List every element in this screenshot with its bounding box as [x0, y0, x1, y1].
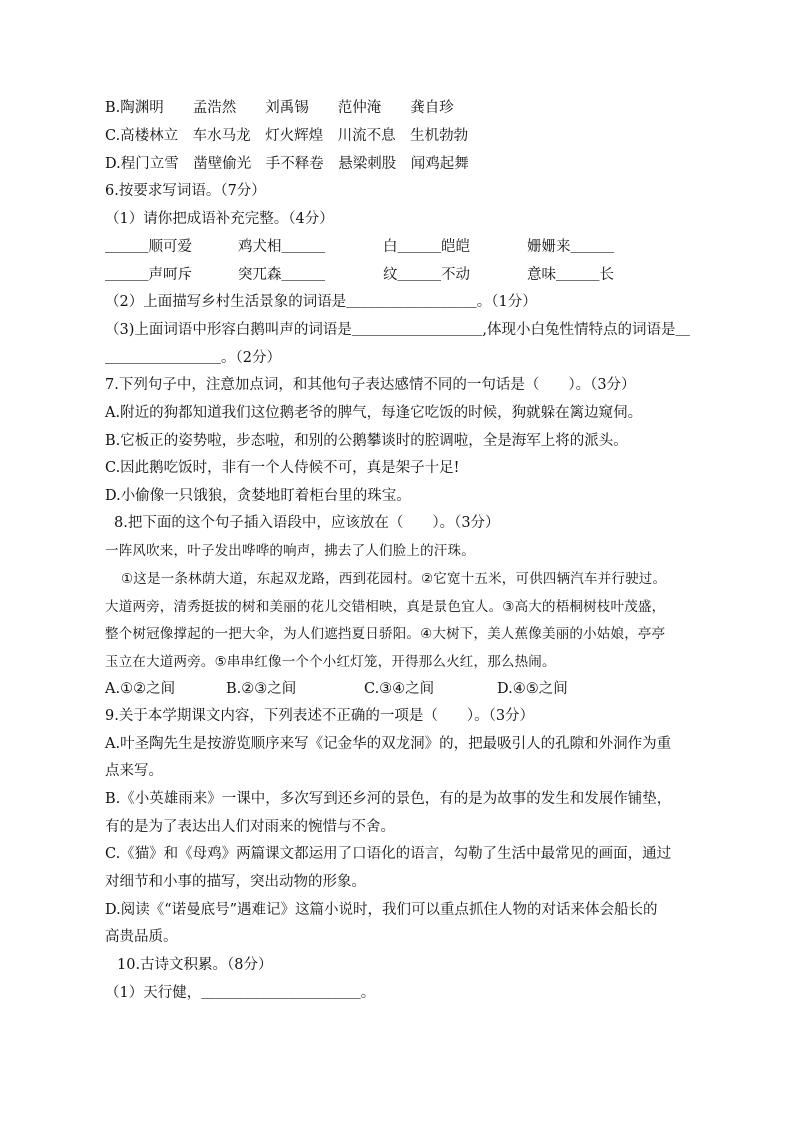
q6-row2-item3: 纹＿＿＿不动	[383, 267, 470, 283]
q6-row1-item3: 白＿＿＿皑皑	[383, 239, 470, 255]
q8-option-d: D.④⑤之间	[497, 681, 568, 697]
q5-option-c: C.高楼林立 车水马龙 灯火辉煌 川流不息 生机勃勃	[105, 128, 469, 144]
q7-option-b: B.它板正的姿势啦，步态啦，和别的公鹅攀谈时的腔调啦，全是海军上将的派头。	[105, 433, 628, 449]
q6-row2-item1: ＿＿＿声呵斥	[105, 267, 192, 283]
q7-title: 7.下列句子中，注意加点词，和其他句子表达感情不同的一句话是（ ）。（3分）	[105, 377, 636, 393]
q8-option-c: C.③④之间	[364, 681, 435, 697]
q6-part1-title: （1）请你把成语补充完整。（4分）	[105, 211, 334, 227]
q6-row1-item2: 鸡犬相＿＿＿	[238, 239, 325, 255]
q6-part3-line1: （3)上面词语中形容白鹅叫声的词语是＿＿＿＿＿＿＿＿＿,体现小白兔性情特点的词语是＿	[105, 322, 690, 338]
q5-option-d: D.程门立雪 凿壁偷光 手不释卷 悬梁刺股 闻鸡起舞	[105, 156, 469, 172]
q6-row1-item4: 姗姗来＿＿＿	[527, 239, 614, 255]
q9-option-b-line1: B.《小英雄雨来》一课中，多次写到还乡河的景色，有的是为故事的发生和发展作铺垫，	[105, 791, 672, 807]
q7-option-a: A.附近的狗都知道我们这位鹅老爷的脾气，每逢它吃饭的时候，狗就躲在篱边窥伺。	[105, 405, 643, 421]
q8-passage-line1: ①这是一条林荫大道，东起双龙路，西到花园村。②它宽十五米，可供四辆汽车并行驶过。	[121, 571, 667, 587]
q6-title: 6.按要求写词语。（7分）	[105, 183, 266, 199]
q8-passage-line2: 大道两旁，清秀挺拔的树和美丽的花儿交错相映，真是景色宜人。③高大的梧桐树枝叶茂盛，	[105, 599, 666, 615]
q9-title: 9.关于本学期课文内容，下列表述不正确的一项是（ ）。（3分）	[105, 708, 535, 724]
q8-passage-line3: 整个树冠像撑起的一把大伞，为人们遮挡夏日骄阳。④大树下，美人蕉像美丽的小姑娘，亭亭	[105, 626, 666, 642]
q10-title: 10.古诗文积累。（8分）	[117, 957, 273, 973]
q9-option-a-line2: 点来写。	[105, 763, 163, 779]
q8-option-a: A.①②之间	[105, 681, 176, 697]
q8-title: 8.把下面的这个句子插入语段中，应该放在（ ）。（3分）	[114, 515, 500, 531]
q10-item1: （1）天行健，＿＿＿＿＿＿＿＿＿＿＿。	[105, 985, 376, 1001]
q9-option-d-line2: 高贵品质。	[105, 929, 178, 945]
q9-option-c-line1: C.《猫》和《母鸡》两篇课文都运用了口语化的语言，勾勒了生活中最常见的画面，通过	[105, 846, 672, 862]
q7-option-d: D.小偷像一只饿狼，贪婪地盯着柜台里的珠宝。	[105, 488, 411, 504]
q6-part2: （2）上面描写乡村生活景象的词语是＿＿＿＿＿＿＿＿＿。（1分）	[105, 294, 537, 310]
q8-insert-sentence: 一阵风吹来，叶子发出哗哗的响声，拂去了人们脸上的汗珠。	[105, 543, 475, 559]
q8-passage-line4: 玉立在大道两旁。⑤串串红像一个个小红灯笼，开得那么火红，那么热闹。	[105, 654, 556, 670]
q6-part3-line2: ＿＿＿＿＿＿＿＿。（2分）	[105, 350, 281, 366]
q8-option-b: B.②③之间	[226, 681, 297, 697]
q5-option-b: B.陶渊明 孟浩然 刘禹锡 范仲淹 龚自珍	[105, 100, 454, 116]
q9-option-a-line1: A.叶圣陶先生是按游览顺序来写《记金华的双龙洞》的，把最吸引人的孔隙和外洞作为重	[105, 736, 672, 752]
q9-option-d-line1: D.阅读《“诺曼底号”遇难记》这篇小说时，我们可以重点抓住人物的对话来体会船长的	[105, 902, 658, 918]
q7-option-c: C.因此鹅吃饭时，非有一个人侍候不可，真是架子十足!	[105, 460, 460, 476]
q6-row2-item4: 意味＿＿＿长	[527, 267, 614, 283]
q6-row1-item1: ＿＿＿顺可爱	[105, 239, 192, 255]
q9-option-b-line2: 有的是为了表达出人们对雨来的惋惜与不舍。	[105, 819, 395, 835]
q6-row2-item2: 突兀森＿＿＿	[238, 267, 325, 283]
q9-option-c-line2: 对细节和小事的描写，突出动物的形象。	[105, 874, 366, 890]
